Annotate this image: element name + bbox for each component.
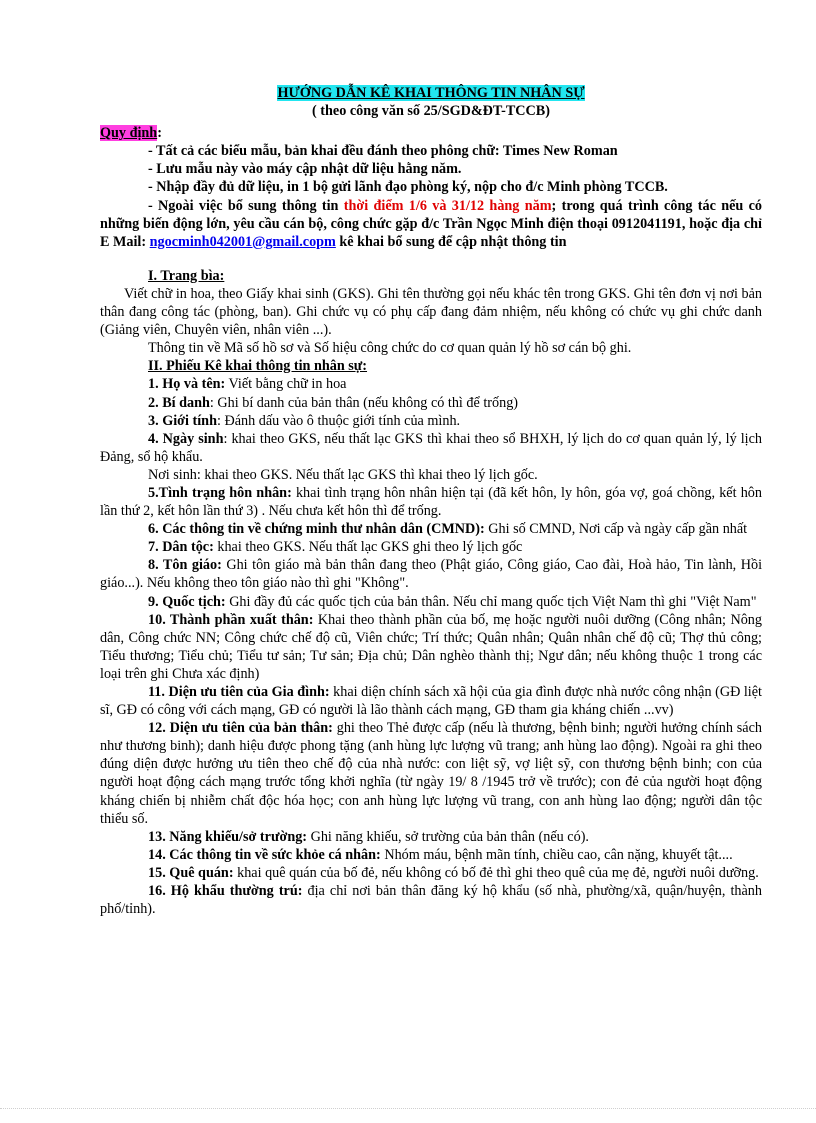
field-label: 9. Quốc tịch: [148,593,226,610]
field-instruction-item [100,719,762,828]
field-instruction-text: Ghi năng khiếu, sở trường của bản thân (nếu có). [307,828,589,845]
field-instruction-text: khai tình trạng hôn nhân hiện tại (đã kết hôn, ly hôn, góa vợ, goá chồng, kết hôn lần thứ 2, kết hôn lần thứ 3) . Nếu chưa kết hôn thì để trống. [100,484,762,520]
field-instruction-text: Ghi đầy đủ các quốc tịch của bản thân. Nếu chỉ mang quốc tịch Việt Nam thì ghi "Việt Nam" [225,593,757,610]
section-2-heading-line [100,357,762,375]
field-label: 8. Tôn giáo: [148,557,222,574]
field-label: 15. Quê quán: [148,864,234,881]
field-instruction-item [100,466,762,484]
rule-item: - Nhập đầy đủ dữ liệu, in 1 bộ gửi lãnh đạo phòng ký, nộp cho đ/c Minh phòng TCCB. [148,179,668,196]
field-instruction-item [100,828,762,846]
field-label: 3. Giới tính [148,412,217,429]
rule-item: - Tất cả các biểu mẫu, bản khai đều đánh theo phông chữ: Times New Roman [148,143,618,160]
field-instruction-text: Viết bằng chữ in hoa [225,376,347,393]
field-instruction-text: Khai theo thành phần của bố, mẹ hoặc người nuôi dưỡng (Công nhân; Nông dân, Công chức NN; Công chức chế độ cũ, Viên chức; Trí thức; Quân nhân; Quân nhân chế độ cũ; Thợ thủ công; Tiểu thương; Tiểu chủ; Tiểu tư sản; Tư sản; Địa chủ; Dân nghèo thành thị; Ngư dân; nếu không thuộc 1 trong các loại trên ghi Chưa xác định) [100,611,762,682]
email-link[interactable]: ngocminh042001@gmail.copm [149,233,336,250]
field-instruction-item [100,593,762,611]
title-line [100,84,762,102]
field-instruction-item [100,375,762,393]
rules-heading: Quy định [100,125,158,142]
deadline-highlight: thời điểm 1/6 và 31/12 hàng năm [343,197,552,214]
section-1-heading-line [100,267,762,285]
field-instruction-text: : Đánh dấu vào ô thuộc giới tính của mình. [216,412,461,429]
field-instruction-text: : Ghi bí danh của bản thân (nếu không có thì để trống) [209,394,519,411]
field-instruction-text: khai theo GKS. Nếu thất lạc GKS ghi theo lý lịch gốc [213,539,523,556]
field-instruction-text: : khai theo GKS, nếu thất lạc GKS thì khai theo sổ BHXH, lý lịch do cơ quan quản lý, lý lịch Đảng, sổ hộ khẩu. [100,430,762,465]
field-instruction-item [100,882,762,918]
field-label: 14. Các thông tin về sức khỏe cá nhân: [148,846,381,863]
field-instruction-item [100,394,762,412]
section-2-heading: II. Phiếu Kê khai thông tin nhân sự: [148,358,368,375]
field-label: 4. Ngày sinh [148,430,224,447]
field-label: 10. Thành phần xuất thân: [148,611,314,628]
document-subtitle: ( theo công văn số 25/SGD&ĐT-TCCB) [312,103,550,120]
rule-item: - Lưu mẫu này vào máy cập nhật dữ liệu hằng năm. [148,161,462,178]
field-label: 2. Bí danh [148,394,210,411]
field-instruction-text: địa chỉ nơi bản thân đăng ký hộ khẩu (số nhà, phường/xã, quận/huyện, thành phố/tỉnh). [100,883,762,918]
rules-heading-line: Quy định: [100,125,162,142]
field-label: 13. Năng khiếu/sở trường: [148,828,308,845]
field-instruction-item [100,538,762,556]
section-2-items [100,375,762,918]
rule-item-extra: - Ngoài việc bổ sung thông tin thời điểm 1/6 và 31/12 hàng năm; trong quá trình công tác nếu có những biến động lớn, yêu cầu cán bộ, công chức gặp đ/c Trần Ngọc Minh điện thoại 0912041191, hoặc địa chỉ E Mail: ngocminh042001@gmail.copm kê khai bổ sung để cập nhật thông tin [100,197,763,250]
field-instruction-item [100,846,762,864]
field-label: 6. Các thông tin về chứng minh thư nhân dân (CMND): [148,521,485,538]
field-instruction-text: Nhóm máu, bệnh mãn tính, chiều cao, cân nặng, khuyết tật.... [380,846,733,863]
section-1-paragraph: Thông tin về Mã số hồ sơ và Số hiệu công chức do cơ quan quản lý hồ sơ cán bộ ghi. [148,340,632,357]
section-1-heading: I. Trang bìa: [148,267,225,284]
field-instruction-item [100,484,762,520]
field-instruction-item [100,611,762,683]
field-label: 5.Tình trạng hôn nhân: [148,484,292,501]
field-instruction-text: Nơi sinh: khai theo GKS. Nếu thất lạc GKS thì khai theo lý lịch gốc. [148,466,538,483]
field-instruction-item [100,683,762,719]
field-label: 12. Diện ưu tiên của bản thân: [148,720,333,737]
field-instruction-item [100,520,762,538]
field-instruction-text: Ghi tôn giáo mà bản thân đang theo (Phật giáo, Công giáo, Cao đài, Hoà hảo, Tin lành, Hồi giáo...). Nếu không theo tôn giáo nào thì ghi "Không". [100,557,763,592]
field-instruction-text: khai diện chính sách xã hội của gia đình được nhà nước công nhận (GĐ liệt sĩ, GĐ có công với cách mạng, GĐ có người là lão thành cách mạng, GĐ tham gia kháng chiến ...vv) [100,684,762,719]
field-instruction-text: khai quê quán của bố đẻ, nếu không có bố đẻ thì ghi theo quê của mẹ đẻ, người nuôi dưỡng. [233,864,759,881]
field-label: 16. Hộ khẩu thường trú: [148,883,303,900]
field-label: 11. Diện ưu tiên của Gia đình: [148,684,330,700]
page-bottom-divider [0,1108,816,1109]
document-title: HƯỚNG DẪN KÊ KHAI THÔNG TIN NHÂN SỰ [277,85,585,101]
document-page [100,84,762,918]
field-instruction-item [100,556,762,592]
field-instruction-item [100,864,762,882]
field-instruction-text: Ghi số CMND, Nơi cấp và ngày cấp gần nhất [484,521,748,538]
field-label: 1. Họ và tên: [148,376,226,393]
field-instruction-item [100,430,762,466]
section-1-paragraph: Viết chữ in hoa, theo Giấy khai sinh (GKS). Ghi tên thường gọi nếu khác tên trong GKS. Ghi tên đơn vị nơi bản thân đang công tác (phòng, ban). Ghi chức vụ có phụ cấp đang đảm nhiệm, nếu không có chức vụ ghi chức danh (Giảng viên, Chuyên viên, nhân viên ...). [100,285,762,339]
field-label: 7. Dân tộc: [148,539,214,556]
field-instruction-text: ghi theo Thẻ được cấp (nếu là thương, bệnh binh; người hưởng chính sách như thương binh); danh hiệu được phong tặng (anh hùng lực lượng vũ trang; anh hùng lao động). Ngoài ra ghi theo đúng diện được hưởng ưu tiên theo chế độ của nhà nước: con liệt sỹ, vợ liệt sỹ, con thương bệnh binh; con của người hoạt động cách mạng trước tổng khởi nghĩa (từ ngày 19/ 8 /1945 trở về trước); con đẻ của người hoạt động kháng chiến bị nhiễm chất độc hóa học; con anh hùng lực lượng vũ trang, con anh hùng lao động; người dân tộc thiểu số. [100,720,762,827]
field-instruction-item [100,412,762,430]
